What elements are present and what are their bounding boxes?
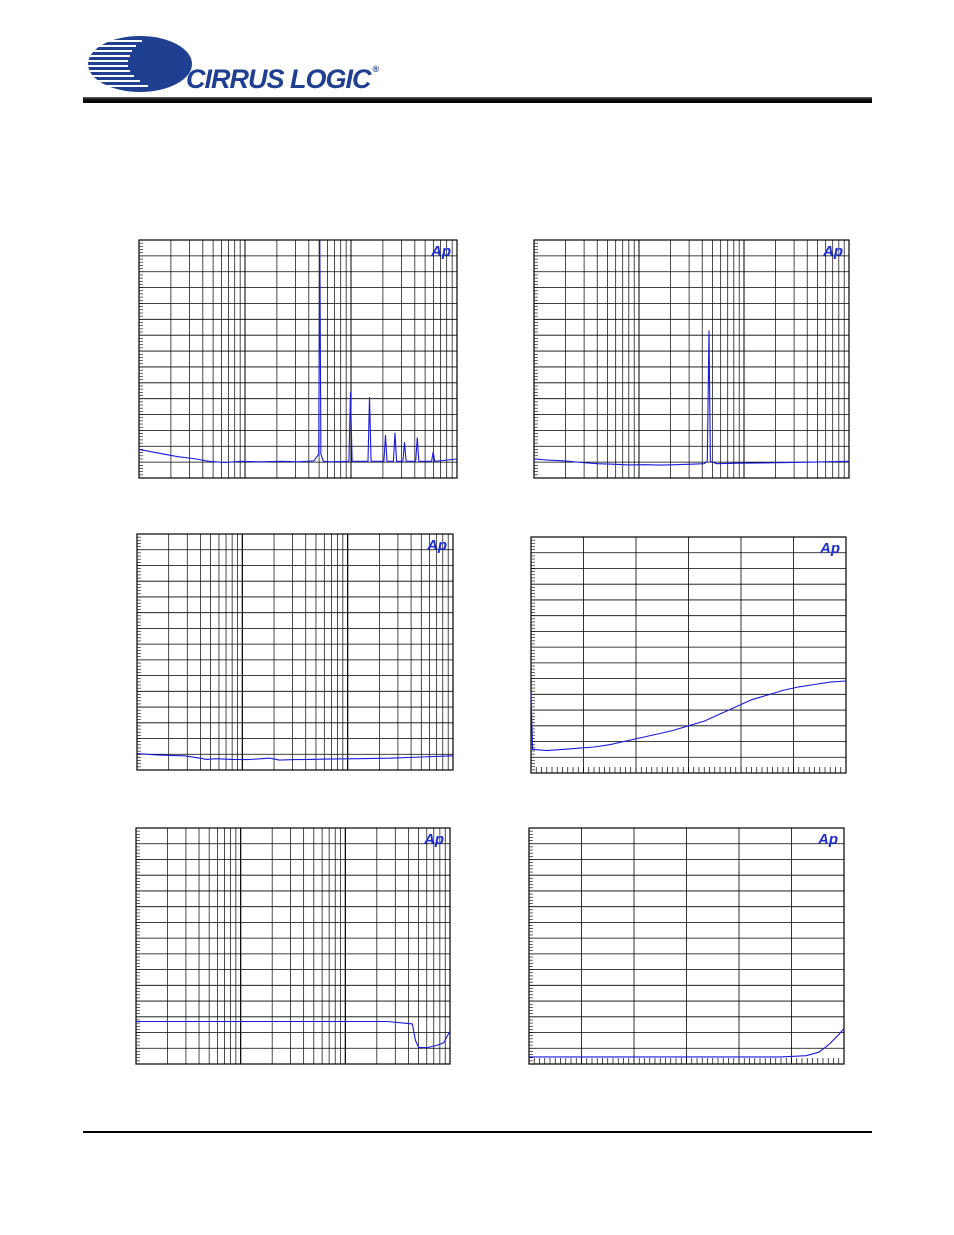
plot-linear-sweep-1 xyxy=(531,537,846,773)
header-rule xyxy=(83,97,872,103)
plot-grid xyxy=(531,537,846,773)
plot-frame xyxy=(137,534,453,770)
plot-grid xyxy=(529,828,844,1064)
plot-grid xyxy=(534,240,849,478)
ap-badge: Ap xyxy=(431,243,451,260)
plot-grid xyxy=(136,828,450,1064)
ap-badge: Ap xyxy=(823,243,843,260)
plot-grid xyxy=(139,240,457,478)
plot-frame xyxy=(136,828,450,1064)
plot-linear-sweep-2 xyxy=(529,828,844,1064)
ap-badge: Ap xyxy=(820,540,840,557)
plot-grid xyxy=(137,534,453,770)
series-trace xyxy=(136,1022,450,1048)
brand-name xyxy=(186,64,378,95)
brand-name-text: CIRRUS LOGIC xyxy=(186,64,371,94)
plot-fft-spectrum-2 xyxy=(534,240,849,478)
footer-rule xyxy=(83,1131,872,1133)
plot-frame xyxy=(139,240,457,478)
series-trace xyxy=(534,330,849,465)
plot-fft-spectrum-3 xyxy=(137,534,453,770)
plot-frame xyxy=(534,240,849,478)
plot-frequency-response xyxy=(136,828,450,1064)
registered-mark: ® xyxy=(372,64,379,74)
ap-badge: Ap xyxy=(818,831,838,848)
ap-badge: Ap xyxy=(424,831,444,848)
ap-badge: Ap xyxy=(427,537,447,554)
plot-fft-spectrum-1 xyxy=(139,240,457,478)
